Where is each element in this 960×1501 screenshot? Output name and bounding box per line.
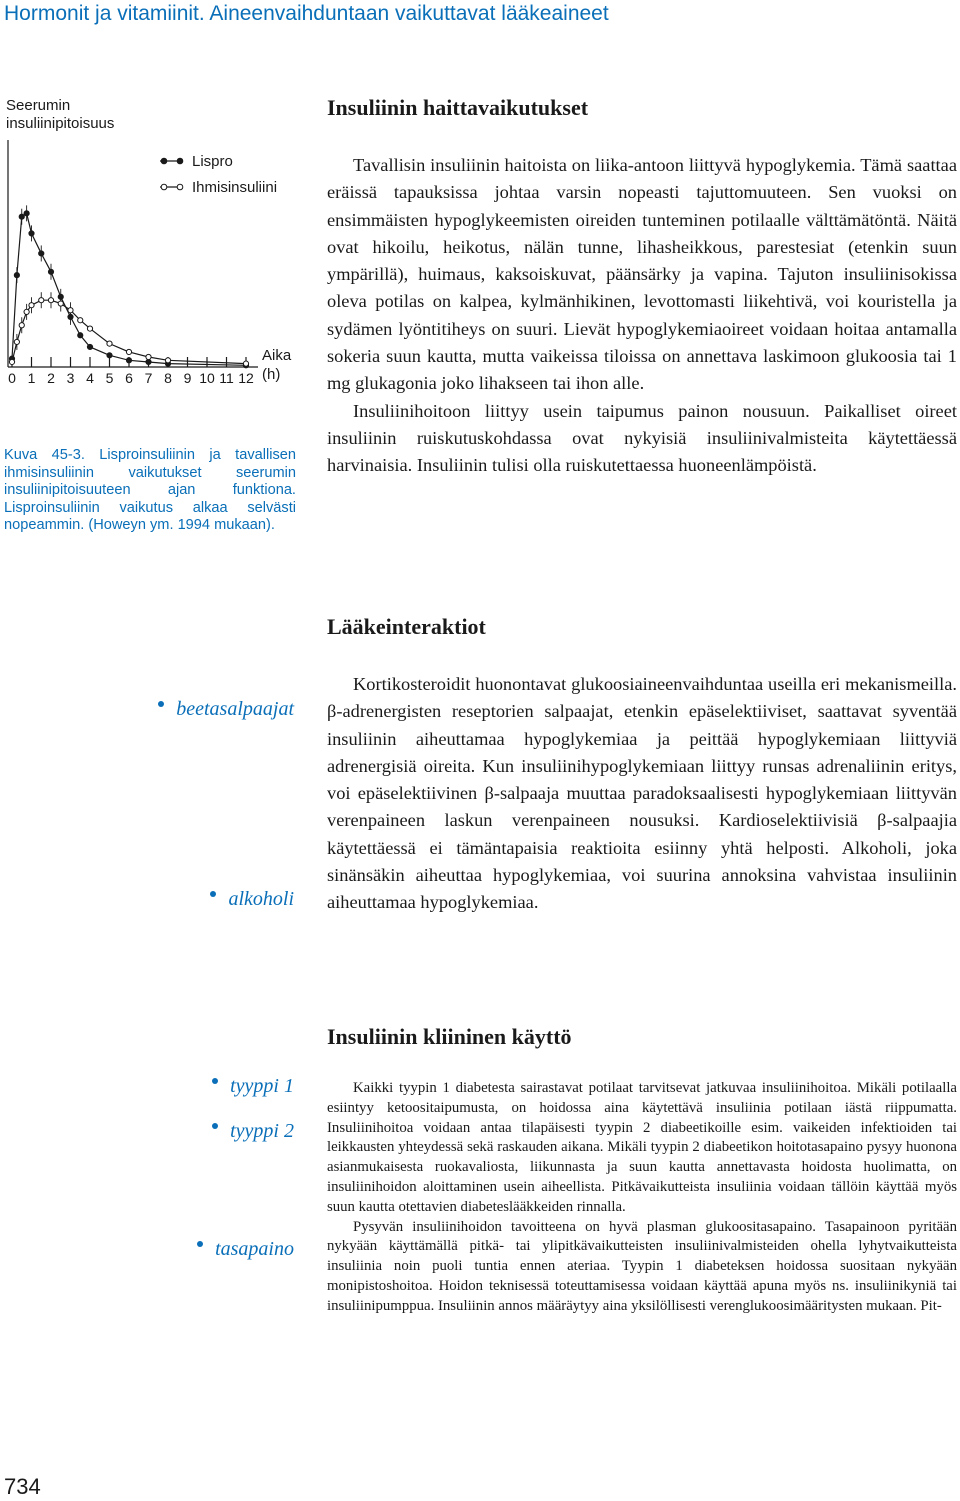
bullet-icon <box>212 1078 218 1084</box>
data-point <box>146 354 151 359</box>
figure-caption: Kuva 45-3. Lisproinsuliinin ja tavallisen ihmisinsuliinin vaikutukset seerumin insuliinipitoisuuteen ajan funktiona. Lisproinsuliinin vaikutus alkaa selvästi nopeammin. (Howeyn ym. 1994 mukaan). <box>4 447 296 534</box>
data-point <box>107 353 112 358</box>
margin-keyword-alcohol <box>210 888 294 911</box>
series-human-insulin <box>9 292 248 366</box>
chart-series <box>9 205 248 368</box>
margin-keyword-type1 <box>212 1075 294 1098</box>
margin-keyword-label: tyyppi 1 <box>230 1075 294 1097</box>
x-axis-label-line2: (h) <box>262 366 281 383</box>
paragraph: Kortikosteroidit huonontavat glukoosiaineenvaihduntaa useilla eri mekanismeilla. β-adrenergisten reseptorien salpaajat, etenkin epäselektiiviset, saattavat syventää insuliinin aiheuttamaa hypoglykemiaa ja peittää hypoglykemiaan liittyviä adrenergisiä oireita. Kun insuliinihypoglykemiaan liittyy runsas adrenaliinin eritys, voi epäselektiivinen β-salpaaja muuttaa paradoksaalisesti hypoglykemiaan liittyvän verenpaineen laskun verenpaineen nousuksi. Kardioselektiivisiä β-salpaajia käytettäessä ei tämäntapaisia reaktioita esiinny yhtä helposti. Alkoholi, joka sinänsäkin aiheuttaa hypoglykemiaa, voi suurina annoksina vahvistaa insuliinin aiheuttamaa hypoglykemiaa. <box>327 674 957 913</box>
paragraph: Pysyvän insuliinihoidon tavoitteena on hyvä plasman glukoositasapaino. Tasapainoon pyritään nykyään käyttämällä pitkä- tai ylipitkävaikutteisten insuliinivalmisteiden ohella lyhytvaikutteista insuliinia noin puoli tuntia ennen ateriaa. Tyypin 1 diabeteksen hoidossa suositaan nykyään monipistoshoitoa. Hoidon teknisessä toteuttamisessa voidaan käyttää apuna myös ns. insuliinikyniä tai insuliinipumppua. Insuliinin annos määräytyy aina yksilöllisesti verenglukoosimääritysten mukaan. Pit- <box>327 1218 957 1314</box>
data-point <box>39 298 44 303</box>
section-body-interactions <box>327 671 957 917</box>
data-point <box>9 359 14 364</box>
data-point <box>48 269 53 274</box>
page-number: 734 <box>4 1474 41 1499</box>
data-point <box>126 358 131 363</box>
x-tick-label: 12 <box>238 370 254 385</box>
data-point <box>165 358 170 363</box>
series-line <box>12 213 246 365</box>
data-point <box>58 301 63 306</box>
legend-label-human: Ihmisinsuliini <box>192 179 278 196</box>
running-header: Hormonit ja vitamiinit. Aineenvaihduntaan vaikuttavat lääkeaineet <box>4 2 609 25</box>
section-body-side-effects <box>327 152 957 480</box>
data-point <box>14 339 19 344</box>
margin-keyword-label: tyyppi 2 <box>230 1120 294 1142</box>
margin-keyword-type2 <box>212 1120 294 1143</box>
data-point <box>19 323 24 328</box>
data-point <box>146 359 151 364</box>
series-lispro <box>9 205 248 368</box>
insulin-concentration-chart <box>0 95 300 385</box>
bullet-icon <box>158 701 164 707</box>
data-point <box>29 231 34 236</box>
section-heading-side-effects: Insuliinin haittavaikutukset <box>327 95 589 120</box>
data-point <box>48 298 53 303</box>
data-point <box>29 303 34 308</box>
data-point <box>19 214 24 219</box>
y-axis-label-line2: insuliinipitoisuus <box>6 115 115 132</box>
data-point <box>87 344 92 349</box>
x-tick-label: 1 <box>27 370 36 385</box>
data-point <box>107 341 112 346</box>
x-tick-label: 10 <box>199 370 215 385</box>
x-tick-label: 3 <box>66 370 75 385</box>
paragraph: Tavallisin insuliinin haitoista on liika-antoon liittyvä hypoglykemia. Tämä saattaa eräissä tapauksissa johtaa varsin nopeasti tajuttomuuteen. Sen vuoksi on ensimmäisten hypoglykeemisten oireiden tunteminen potilaalle välttämätöntä. Näitä ovat hikoilu, heikotus, nälän tunne, lihasheikkous, parestesiat (etenkin suun ympärillä), huimaus, kaksoiskuvat, päänsärky ja vapina. Tajuton insuliinisokissa oleva potilas on kalpea, kylmänhikinen, levottomasti liikehtivä, voi kouristella ja sydämen lyöntitiheys on suuri. Lievät hypoglykemiaoireet voidaan hoitaa antamalla sokeria suun kautta, mutta vaikeissa tiloissa on annettava laskimoon glukoosia tai 1 mg glukagonia joko lihakseen tai ihon alle. <box>327 155 957 394</box>
margin-keyword-label: alkoholi <box>228 888 294 910</box>
y-axis-label-line1: Seerumin <box>6 97 71 114</box>
margin-keyword-label: beetasalpaajat <box>176 698 294 720</box>
x-tick-label: 6 <box>125 370 133 385</box>
data-point <box>78 318 83 323</box>
section-heading-interactions: Lääkeinteraktiot <box>327 614 486 639</box>
legend-marker-lispro <box>161 158 167 164</box>
data-point <box>14 273 19 278</box>
bullet-icon <box>210 891 216 897</box>
x-axis-label-line1: Aika <box>262 347 292 364</box>
data-point <box>24 309 29 314</box>
margin-keyword-beta-blockers <box>158 698 294 721</box>
data-point <box>126 349 131 354</box>
paragraph: Kaikki tyypin 1 diabetesta sairastavat potilaat tarvitsevat jatkuvaa insuliinihoitoa. Mikäli potilaalla esiintyy ketoositaipumusta, on hoidossa aina käytettävä insuliinia potilaan iästä riippumatta. Insuliinihoitoa voidaan antaa tilapäisesti tyypin 2 diabeetikoille esim. vaikeiden infektioiden tai leikkausten yhteydessä sekä raskauden aikana. Mikäli tyypin 2 diabeetikon hoitotasapaino pysyy huonona asianmukaisesta ruokavaliosta, liikunnasta ja suun kautta annettavasta hoidosta huolimatta, on insuliinihoidon aloittaminen usein aiheellista. Pitkävaikutteista insuliinia voidaan tällöin käyttää myös suun kautta otettavien diabeteslääkkeiden rinnalla. <box>327 1080 957 1215</box>
legend-marker-human <box>161 184 167 190</box>
chart-legend <box>160 153 277 196</box>
section-body-clinical-use <box>327 1079 957 1317</box>
data-point <box>243 361 248 366</box>
legend-label-lispro: Lispro <box>192 153 233 170</box>
x-tick-label: 2 <box>47 370 55 385</box>
data-point <box>39 251 44 256</box>
x-tick-label: 7 <box>144 370 153 385</box>
data-point <box>78 333 83 338</box>
x-tick-label: 4 <box>86 370 94 385</box>
data-point <box>24 211 29 216</box>
section-heading-clinical-use: Insuliinin kliininen käyttö <box>327 1024 572 1049</box>
bullet-icon <box>212 1123 218 1129</box>
margin-keyword-label: tasapaino <box>215 1238 294 1260</box>
x-tick-label: 0 <box>8 370 16 385</box>
x-tick-label: 5 <box>105 370 114 385</box>
data-point <box>87 326 92 331</box>
bullet-icon <box>197 1241 203 1247</box>
x-tick-label: 11 <box>219 370 234 385</box>
x-tick-label: 8 <box>164 370 172 385</box>
paragraph: Insuliinihoitoon liittyy usein taipumus painon nousuun. Paikalliset oireet insuliinin ruiskutuskohdassa ovat nykyisiä insuliinivalmisteita käytettäessä harvinaisia. Insuliinin tulisi olla ruiskutettaessa huoneenlämpöistä. <box>327 400 957 476</box>
margin-keyword-balance <box>197 1238 294 1261</box>
x-tick-label: 9 <box>183 370 192 385</box>
data-point <box>68 308 73 313</box>
